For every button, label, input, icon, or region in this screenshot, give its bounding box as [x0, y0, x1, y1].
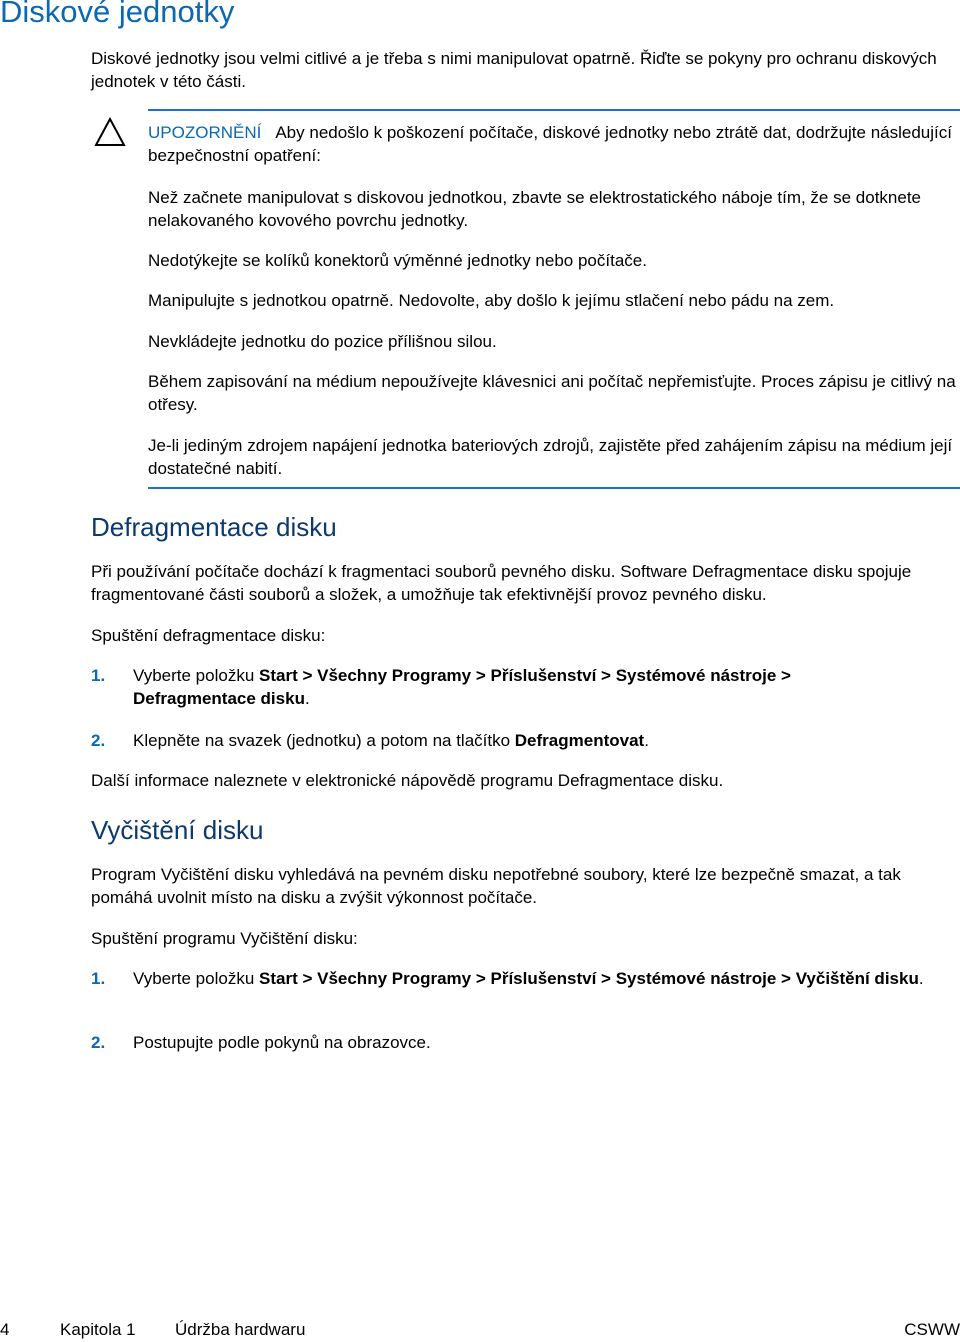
step-text: Vyberte položku: [133, 969, 259, 988]
cleanup-step-1: [133, 967, 960, 990]
caution-item: Je-li jediným zdrojem napájení jednotka bateriových zdrojů, zajistěte před zahájením zápisu na médium její dostatečné nabití.: [148, 436, 953, 478]
step-menu-path: Start > Všechny Programy > Příslušenství > Systémové nástroje > Vyčištění disku: [259, 969, 919, 988]
page-title: Diskové jednotky: [0, 0, 235, 29]
footer-chapter: Kapitola 1: [60, 1320, 136, 1339]
section-heading-cleanup: Vyčištění disku: [91, 815, 264, 845]
footer-section: Údržba hardwaru: [175, 1320, 306, 1339]
cleanup-step-2: Postupujte podle pokynů na obrazovce.: [133, 1033, 431, 1052]
step-text-end: .: [918, 969, 924, 988]
step-number: 1.: [91, 969, 106, 988]
caution-bottom-rule: [148, 487, 960, 489]
defrag-step-1: [133, 664, 893, 710]
caution-lead-text: Aby nedošlo k poškození počítače, diskové jednotky nebo ztrátě dat, dodržujte následující bezpečnostní opatření:: [148, 123, 952, 165]
warning-triangle-icon: [94, 117, 126, 147]
step-number: 2.: [91, 731, 106, 750]
step-text-end: .: [644, 731, 649, 750]
step-number: 2.: [91, 1033, 106, 1052]
defrag-more-info: Další informace naleznete v elektronické nápovědě programu Defragmentace disku.: [91, 771, 724, 790]
caution-item: Než začnete manipulovat s diskovou jednotkou, zbavte se elektrostatického náboje tím, že se dotknete nelakovaného kovového povrchu jednotky.: [148, 188, 922, 230]
cleanup-body: Program Vyčištění disku vyhledává na pevném disku nepotřebné soubory, které lze bezpečně smazat, a tak pomáhá uvolnit místo na disku a zvýšit výkonnost počítače.: [91, 865, 901, 907]
footer-page-number: 4: [0, 1320, 10, 1339]
step-number: 1.: [91, 666, 106, 685]
footer-code: CSWW: [904, 1320, 960, 1339]
defrag-body: Při používání počítače dochází k fragmentaci souborů pevného disku. Software Defragmentace disku spojuje fragmentované části souborů a složek, a umožňuje tak efektivnější provoz pevného disku.: [91, 562, 912, 604]
caution-item: Nedotýkejte se kolíků konektorů výměnné jednotky nebo počítače.: [148, 251, 647, 270]
caution-lead: [148, 121, 960, 167]
step-text: Vyberte položku: [133, 666, 259, 685]
step-menu-path: Start > Všechny Programy > Příslušenství > Systémové nástroje > Defragmentace disku: [133, 666, 791, 708]
section-heading-defrag: Defragmentace disku: [91, 512, 337, 542]
caution-label: UPOZORNĚNÍ: [148, 123, 262, 142]
caution-item: Během zapisování na médium nepoužívejte klávesnici ani počítač nepřemisťujte. Proces zápisu je citlivý na otřesy.: [148, 372, 956, 414]
caution-item: Manipulujte s jednotkou opatrně. Nedovolte, aby došlo k jejímu stlačení nebo pádu na zem.: [148, 291, 835, 310]
intro-paragraph: Diskové jednotky jsou velmi citlivé a je třeba s nimi manipulovat opatrně. Řiďte se pokyny pro ochranu diskových jednotek v této části.: [91, 49, 937, 91]
defrag-start: Spuštění defragmentace disku:: [91, 626, 326, 645]
step-text: Klepněte na svazek (jednotku) a potom na tlačítko: [133, 731, 515, 750]
step-text-end: .: [304, 689, 310, 708]
defrag-step-2: [133, 729, 960, 752]
cleanup-start: Spuštění programu Vyčištění disku:: [91, 929, 358, 948]
caution-top-rule: [148, 109, 960, 111]
step-button-name: Defragmentovat: [514, 731, 645, 750]
caution-item: Nevkládejte jednotku do pozice přílišnou silou.: [148, 332, 497, 351]
